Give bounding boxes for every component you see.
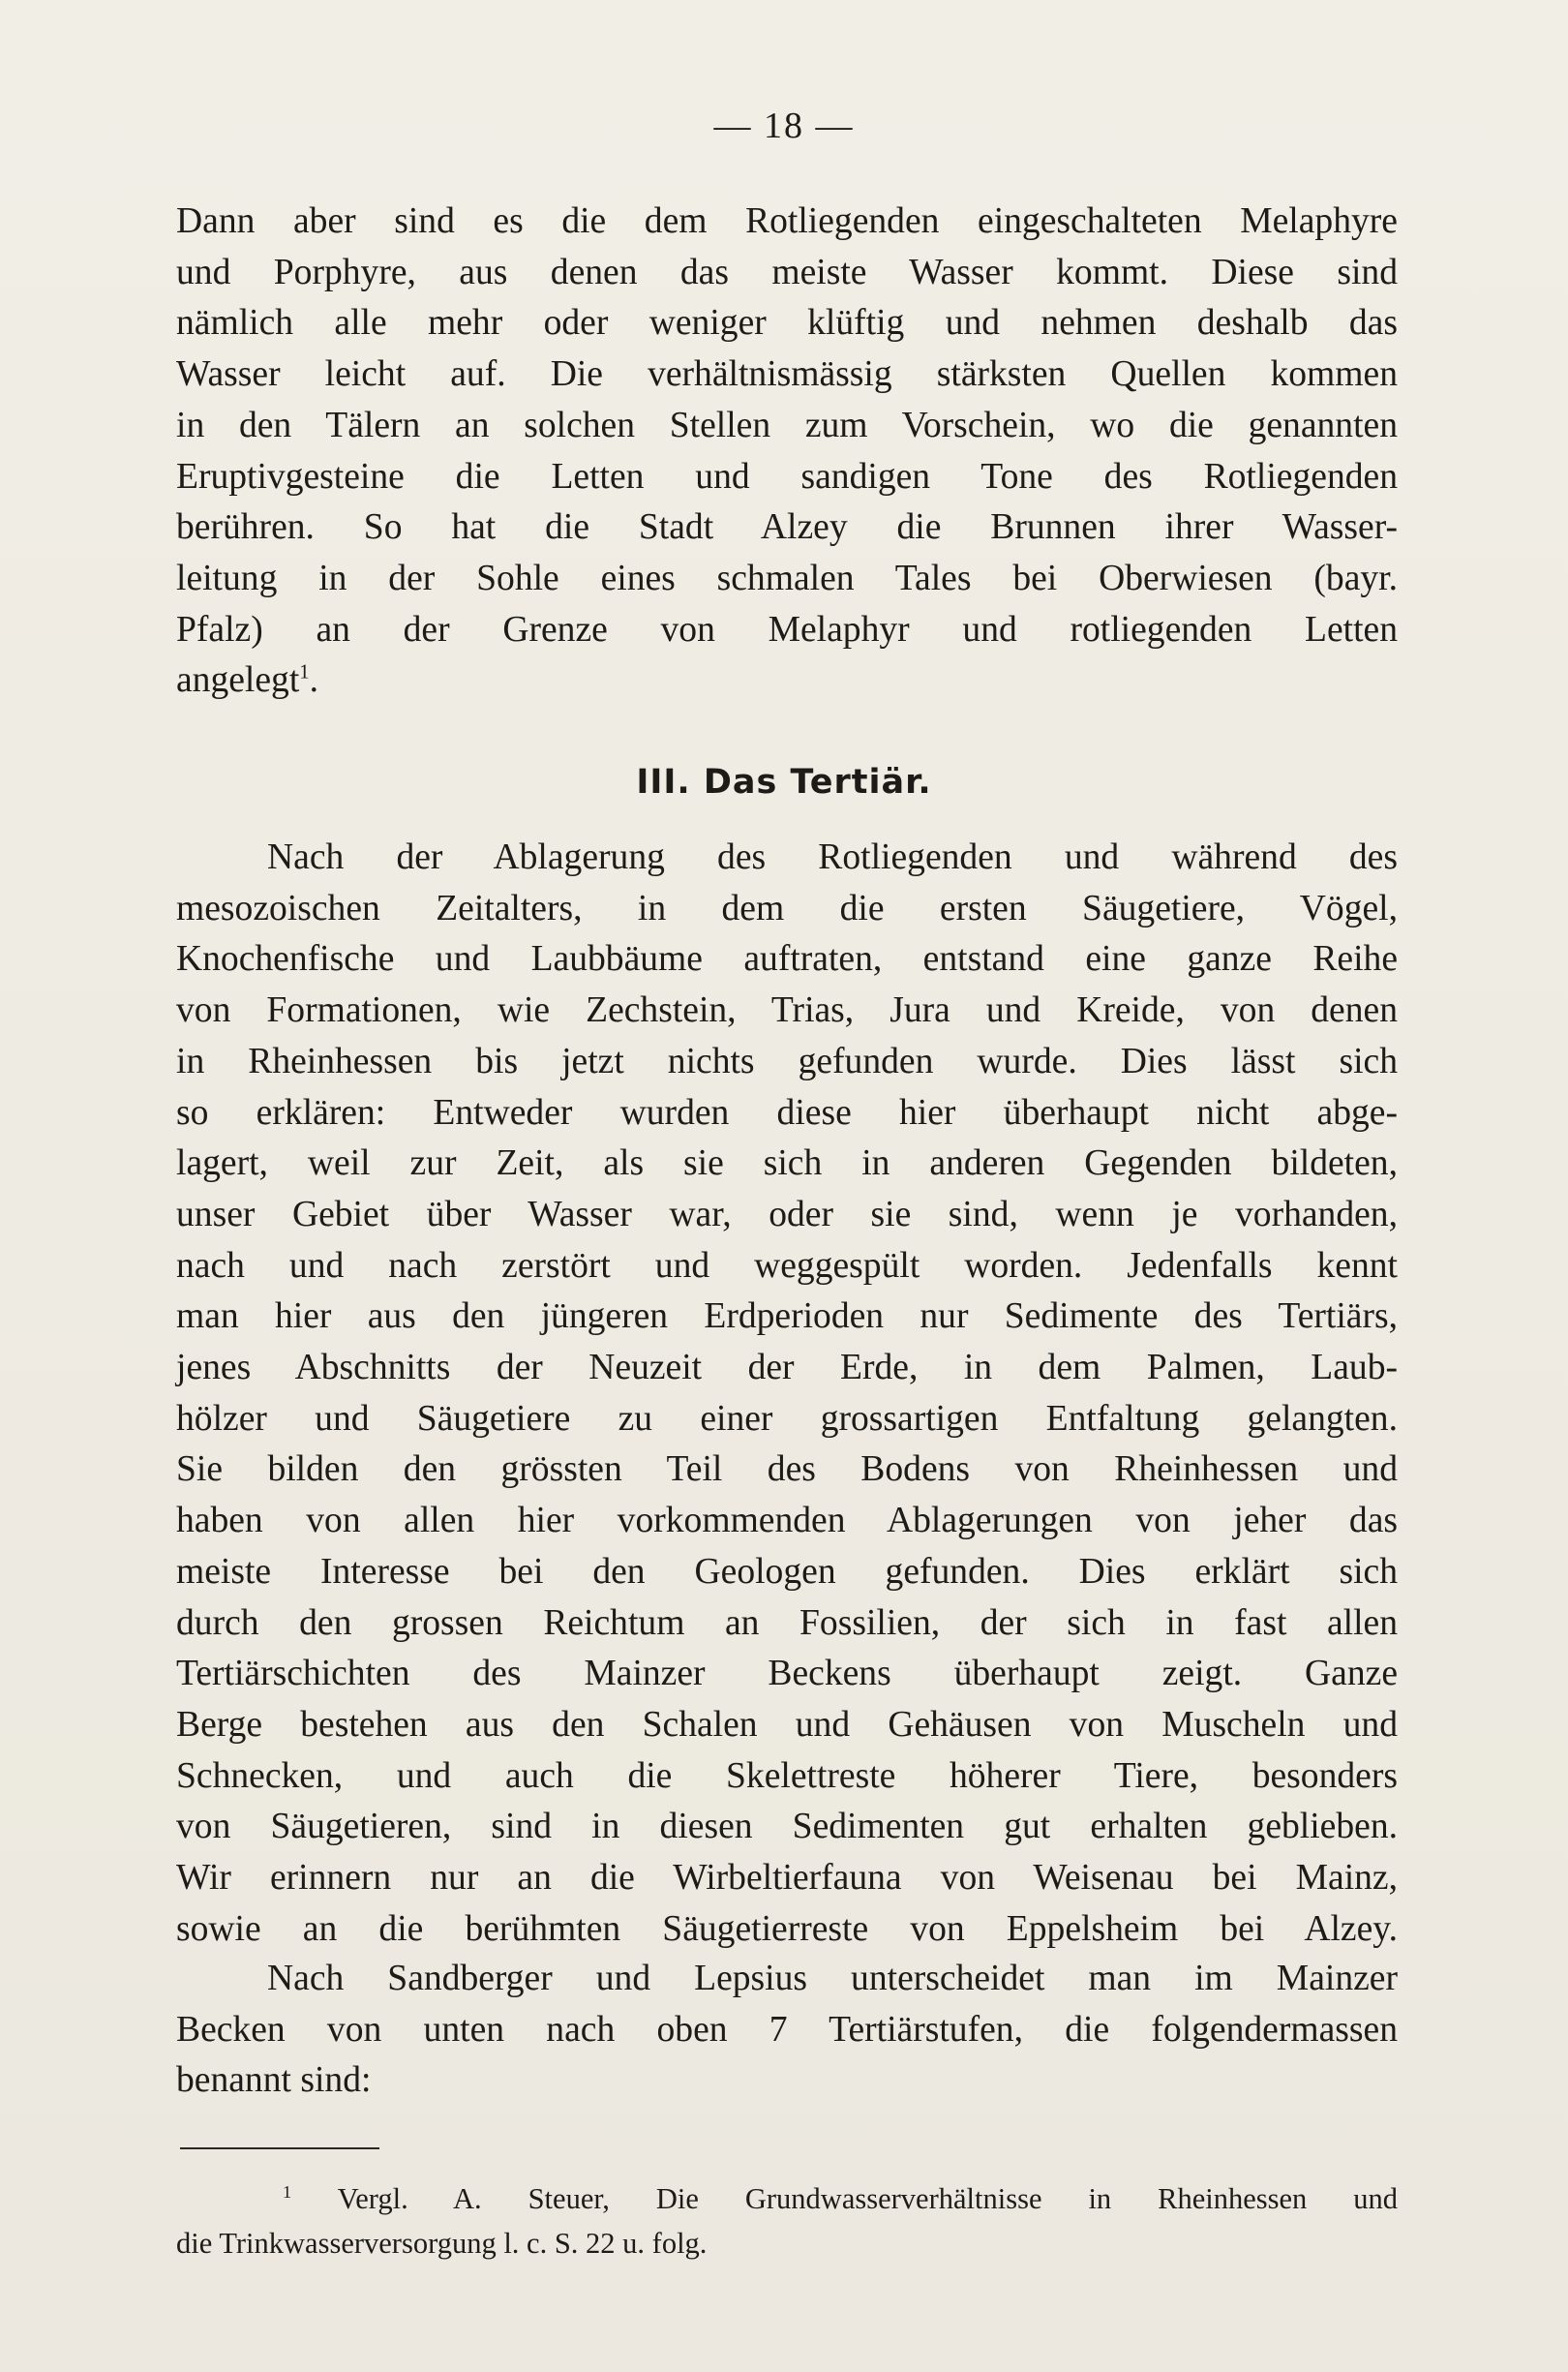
footnote-line: die Trinkwasserversorgung l. c. S. 22 u. folg.	[176, 2227, 708, 2260]
text-line: in Rheinhessen bis jetzt nichts gefunden wurde. Dies lässt sich	[176, 1041, 1398, 1081]
text-line: haben von allen hier vorkommenden Ablagerungen von jeher das	[176, 1501, 1398, 1541]
last-line-end: .	[309, 660, 319, 701]
text-line: Becken von unten nach oben 7 Tertiärstufen, die folgendermassen	[176, 2009, 1398, 2050]
text-line: Pfalz) an der Grenze von Melaphyr und rotliegenden Letten	[176, 609, 1398, 650]
text-line: berühren. So hat die Stadt Alzey die Brunnen ihrer Wasser-	[176, 507, 1398, 548]
text-line: Nach der Ablagerung des Rotliegenden und während des	[267, 837, 1398, 877]
text-line: in den Tälern an solchen Stellen zum Vorschein, wo die genannten	[176, 405, 1398, 445]
text-line: mesozoischen Zeitalters, in dem die ersten Säugetiere, Vögel,	[176, 888, 1398, 928]
text-line-last	[176, 655, 1398, 707]
text-line: nämlich alle mehr oder weniger klüftig und nehmen deshalb das	[176, 303, 1398, 344]
text-line: lagert, weil zur Zeit, als sie sich in anderen Gegenden bildeten,	[176, 1143, 1398, 1184]
paragraph-groundwater	[176, 197, 1398, 707]
text-line: Schnecken, und auch die Skelettreste höherer Tiere, besonders	[176, 1755, 1398, 1796]
footnote-marker: 1	[283, 2181, 292, 2202]
text-line: von Säugetieren, sind in diesen Sedimenten gut erhalten geblieben.	[176, 1807, 1398, 1847]
text-line: Eruptivgesteine die Letten und sandigen Tone des Rotliegenden	[176, 456, 1398, 497]
paragraph-tertiary	[176, 833, 1398, 1955]
footnote-text-1: Vergl. A. Steuer, Die Grundwasserverhältnisse in Rheinhessen und	[337, 2182, 1399, 2215]
text-line: so erklären: Entweder wurden diese hier überhaupt nicht abge-	[176, 1092, 1398, 1133]
text-line: Sie bilden den grössten Teil des Bodens von Rheinhessen und	[176, 1449, 1398, 1490]
text-line: Berge bestehen aus den Schalen und Gehäusen von Muscheln und	[176, 1704, 1398, 1745]
text-line: Tertiärschichten des Mainzer Beckens überhaupt zeigt. Ganze	[176, 1654, 1398, 1694]
footnote-divider	[180, 2147, 379, 2149]
last-line-text: angelegt	[176, 660, 300, 701]
text-line: sowie an die berühmten Säugetierreste von Eppelsheim bei Alzey.	[176, 1908, 1398, 1949]
page-number: — 18 —	[713, 106, 855, 146]
text-line: jenes Abschnitts der Neuzeit der Erde, in dem Palmen, Laub-	[176, 1348, 1398, 1388]
text-line: Wir erinnern nur an die Wirbeltierfauna von Weisenau bei Mainz,	[176, 1858, 1398, 1899]
text-line: Dann aber sind es die dem Rotliegenden eingeschalteten Melaphyre	[176, 201, 1398, 241]
text-line: nach und nach zerstört und weggespült worden. Jedenfalls kennt	[176, 1245, 1398, 1286]
text-line: und Porphyre, aus denen das meiste Wasser kommt. Diese sind	[176, 252, 1398, 292]
text-line: meiste Interesse bei den Geologen gefunden. Dies erklärt sich	[176, 1551, 1398, 1592]
text-line: hölzer und Säugetiere zu einer grossartigen Entfaltung gelangten.	[176, 1398, 1398, 1439]
section-heading: III. Das Tertiär.	[636, 763, 932, 802]
text-line: leitung in der Sohle eines schmalen Tales bei Oberwiesen (bayr.	[176, 558, 1398, 598]
footnote-reference[interactable]: 1	[299, 661, 310, 684]
text-line: benannt sind:	[176, 2060, 372, 2101]
paragraph-stages	[176, 1954, 1398, 2107]
text-line: durch den grossen Reichtum an Fossilien, der sich in fast allen	[176, 1602, 1398, 1643]
text-line: Nach Sandberger und Lepsius unterscheidet man im Mainzer	[267, 1959, 1398, 1998]
text-line: Wasser leicht auf. Die verhältnismässig stärksten Quellen kommen	[176, 354, 1398, 395]
text-line: man hier aus den jüngeren Erdperioden nur Sedimente des Tertiärs,	[176, 1296, 1398, 1337]
text-line: unser Gebiet über Wasser war, oder sie sind, wenn je vorhanden,	[176, 1194, 1398, 1234]
text-line: Knochenfische und Laubbäume auftraten, entstand eine ganze Reihe	[176, 939, 1398, 980]
footnote	[176, 2176, 1398, 2266]
text-line: von Formationen, wie Zechstein, Trias, Jura und Kreide, von denen	[176, 990, 1398, 1031]
footnote-line	[176, 2176, 1398, 2221]
